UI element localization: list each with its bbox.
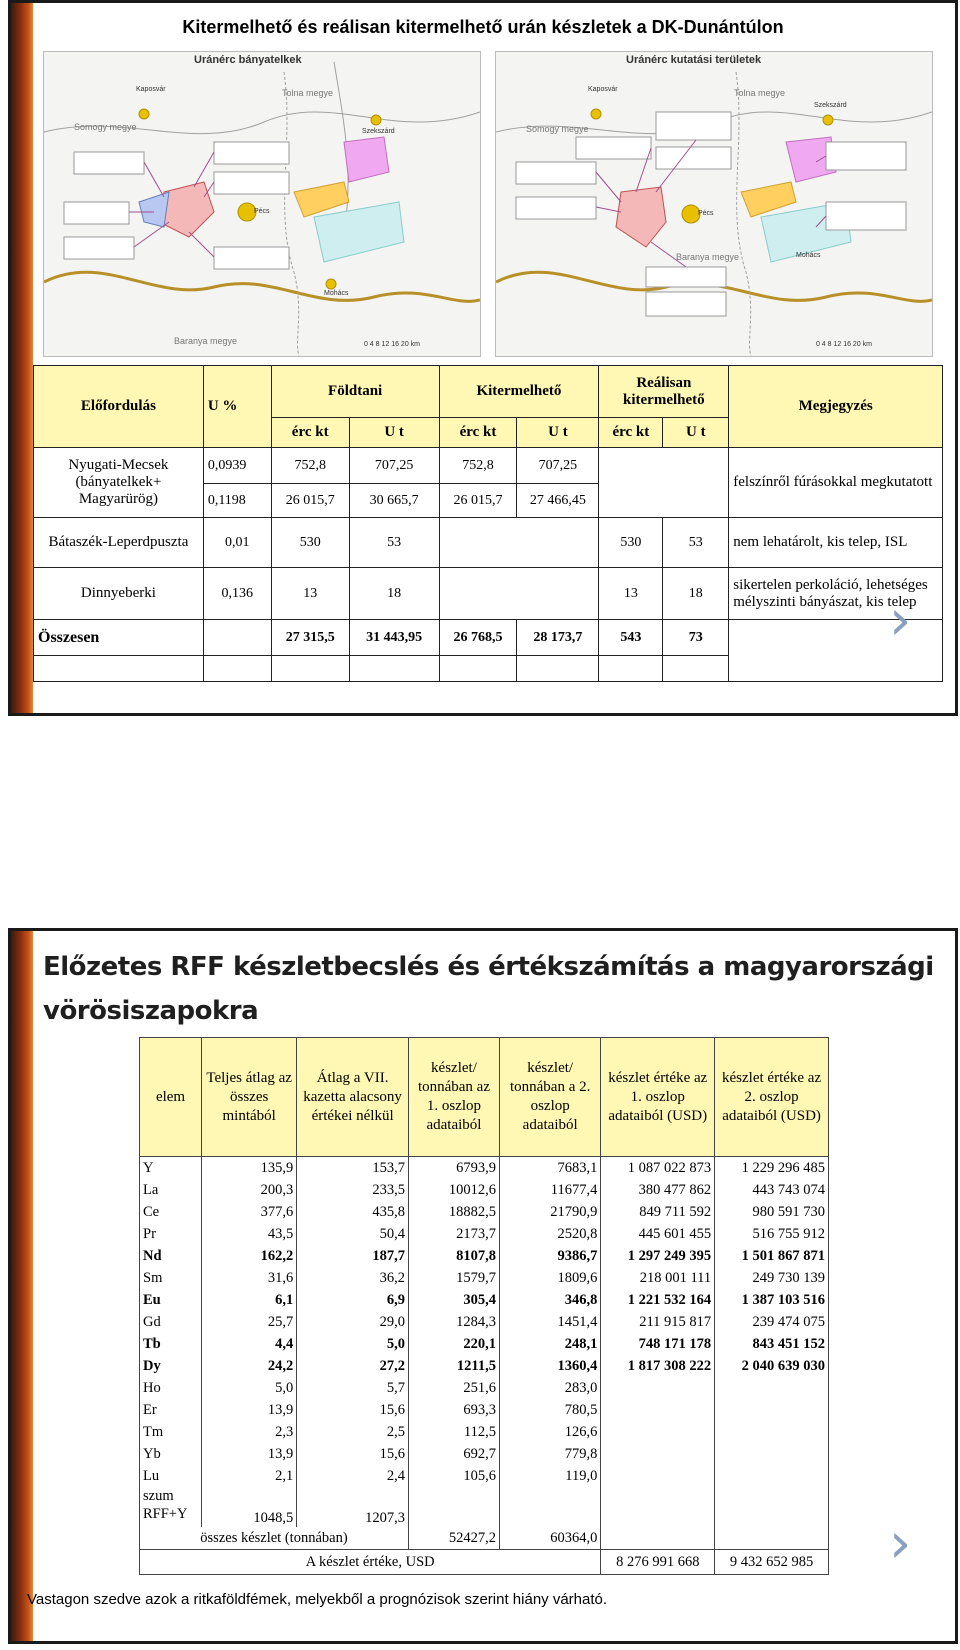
- empty-cell: [439, 656, 517, 682]
- cell-elem: Dy: [140, 1355, 202, 1377]
- cell: 153,7: [297, 1157, 409, 1180]
- col-header: készlet értéke az 2. oszlop adataiból (USD): [715, 1038, 829, 1157]
- map-label: Tolna megye: [734, 88, 786, 98]
- cell-elem: La: [140, 1179, 202, 1201]
- empty-cell: [601, 1527, 715, 1550]
- cell: 1284,3: [408, 1311, 499, 1333]
- header-elofordulas: Előfordulás: [34, 366, 204, 448]
- cell: 6,9: [297, 1289, 409, 1311]
- accent-bar: [11, 931, 33, 1641]
- empty-cell: [203, 620, 271, 656]
- cell-elem: Pr: [140, 1223, 202, 1245]
- cell: 13: [599, 568, 663, 620]
- cell: 843 451 152: [715, 1333, 829, 1355]
- cell: 707,25: [517, 448, 599, 484]
- cell: [715, 1399, 829, 1421]
- cell: 13,9: [202, 1399, 297, 1421]
- cell: 31,6: [202, 1267, 297, 1289]
- col-header: készlet értéke az 1. oszlop adataiból (USD): [601, 1038, 715, 1157]
- total-cell: 31 443,95: [349, 620, 439, 656]
- cell: 435,8: [297, 1201, 409, 1223]
- cell: 2,5: [297, 1421, 409, 1443]
- table-row: [140, 1245, 829, 1267]
- cell: 1211,5: [408, 1355, 499, 1377]
- cell: 251,6: [408, 1377, 499, 1399]
- cell: 1 501 867 871: [715, 1245, 829, 1267]
- cell-elem: Tm: [140, 1421, 202, 1443]
- cell: 233,5: [297, 1179, 409, 1201]
- col-header: készlet/ tonnában a 2. oszlop adataiból: [499, 1038, 600, 1157]
- slide-title: Kitermelhető és reálisan kitermelhető urán készletek a DK-Dunántúlon: [182, 17, 784, 37]
- table-row: [140, 1399, 829, 1421]
- cell: 18: [663, 568, 729, 620]
- table-row-ertek: [140, 1550, 829, 1575]
- note: felszínről fúrásokkal megkutatott: [729, 448, 943, 518]
- empty-cell: [715, 1527, 829, 1550]
- empty-cell: [439, 518, 599, 568]
- cell-label: A készlet értéke, USD: [140, 1550, 601, 1575]
- total-cell: 26 768,5: [439, 620, 517, 656]
- cell-label: összes készlet (tonnában): [140, 1527, 409, 1550]
- empty-cell: [601, 1487, 715, 1527]
- total-cell: 28 173,7: [517, 620, 599, 656]
- cell: 752,8: [271, 448, 349, 484]
- empty-cell: [203, 656, 271, 682]
- slide-rff: [8, 928, 958, 1644]
- cell: 779,8: [499, 1443, 600, 1465]
- cell: 5,0: [297, 1333, 409, 1355]
- cell: 1360,4: [499, 1355, 600, 1377]
- cell: 849 711 592: [601, 1201, 715, 1223]
- cell: 443 743 074: [715, 1179, 829, 1201]
- cell: 1 297 249 395: [601, 1245, 715, 1267]
- cell: 162,2: [202, 1245, 297, 1267]
- subheader: érc kt: [599, 418, 663, 448]
- cell: 24,2: [202, 1355, 297, 1377]
- cell: 15,6: [297, 1399, 409, 1421]
- table-row: [140, 1201, 829, 1223]
- row-name: Bátaszék-Leperdpuszta: [34, 518, 204, 568]
- cell: 18: [349, 568, 439, 620]
- cell: 0,01: [203, 518, 271, 568]
- cell: [601, 1377, 715, 1399]
- cell: 27 466,45: [517, 484, 599, 518]
- next-chevron-icon[interactable]: ›: [889, 1511, 912, 1576]
- cell: 26 015,7: [439, 484, 517, 518]
- cell: 2520,8: [499, 1223, 600, 1245]
- cell: 135,9: [202, 1157, 297, 1180]
- subheader: U t: [663, 418, 729, 448]
- cell: 1 221 532 164: [601, 1289, 715, 1311]
- map-label: Mohács: [324, 290, 349, 297]
- cell: 2,3: [202, 1421, 297, 1443]
- cell-elem: Tb: [140, 1333, 202, 1355]
- col-header: Átlag a VII. kazetta alacsony értékei nélkül: [297, 1038, 409, 1157]
- slide-uranium: [8, 0, 958, 716]
- table-row: [140, 1355, 829, 1377]
- empty-cell: [663, 656, 729, 682]
- map-label: Somogy megye: [526, 124, 589, 134]
- table-body: [140, 1157, 829, 1488]
- header-foldtani: Földtani: [271, 366, 439, 418]
- cell: 8107,8: [408, 1245, 499, 1267]
- row-name-total: Összesen: [34, 620, 204, 656]
- cell: 53: [349, 518, 439, 568]
- cell: 2,4: [297, 1465, 409, 1487]
- map-exploration-areas: [495, 51, 933, 357]
- cell: 18882,5: [408, 1201, 499, 1223]
- cell: [601, 1421, 715, 1443]
- cell-elem: Eu: [140, 1289, 202, 1311]
- cell: 530: [271, 518, 349, 568]
- cell: 692,7: [408, 1443, 499, 1465]
- cell: 27,2: [297, 1355, 409, 1377]
- cell: [601, 1465, 715, 1487]
- cell: 9 432 652 985: [715, 1550, 829, 1575]
- header-kitermelheto: Kitermelhető: [439, 366, 599, 418]
- cell: 1 229 296 485: [715, 1157, 829, 1180]
- total-cell: 73: [663, 620, 729, 656]
- cell: [601, 1399, 715, 1421]
- map-left-title: Uránérc bányatelkek: [194, 54, 302, 66]
- cell: 748 171 178: [601, 1333, 715, 1355]
- cell: [715, 1421, 829, 1443]
- row-name: Dinnyeberki: [34, 568, 204, 620]
- note: sikertelen perkoláció, lehetséges mélyszinti bányászat, kis telep: [729, 568, 943, 620]
- cell: 43,5: [202, 1223, 297, 1245]
- cell: [601, 1443, 715, 1465]
- cell-elem: Ho: [140, 1377, 202, 1399]
- cell: 112,5: [408, 1421, 499, 1443]
- map-right-title: Uránérc kutatási területek: [626, 54, 762, 66]
- map-graphic: [496, 52, 932, 356]
- map-label: Pécs: [254, 208, 270, 215]
- map-label: Mohács: [796, 252, 821, 259]
- row-name: Nyugati-Mecsek (bányatelkek+ Magyarürög): [34, 448, 204, 518]
- cell: 780,5: [499, 1399, 600, 1421]
- table-row: [140, 1223, 829, 1245]
- total-cell: 27 315,5: [271, 620, 349, 656]
- cell: 2 040 639 030: [715, 1355, 829, 1377]
- empty-cell: [599, 656, 663, 682]
- title-line: Előzetes RFF készletbecslés és értékszámítás a magyarországi: [43, 952, 934, 982]
- col-header: készlet/ tonnában az 1. oszlop adataiból: [408, 1038, 499, 1157]
- col-header: Teljes átlag az összes mintából: [202, 1038, 297, 1157]
- cell-elem: Y: [140, 1157, 202, 1180]
- cell: 5,7: [297, 1377, 409, 1399]
- map-label: Somogy megye: [74, 122, 137, 132]
- cell-elem: szum RFF+Y: [140, 1487, 202, 1527]
- cell: 980 591 730: [715, 1201, 829, 1223]
- cell: 346,8: [499, 1289, 600, 1311]
- table-row: [140, 1443, 829, 1465]
- table-row: [140, 1267, 829, 1289]
- cell-elem: Nd: [140, 1245, 202, 1267]
- header-realisan: Reálisan kitermelhető: [599, 366, 729, 418]
- map-mining-plots: [43, 51, 481, 357]
- cell: 0,0939: [203, 448, 271, 484]
- cell: 380 477 862: [601, 1179, 715, 1201]
- cell: 53: [663, 518, 729, 568]
- cell: 239 474 075: [715, 1311, 829, 1333]
- cell: 11677,4: [499, 1179, 600, 1201]
- title-line: vörösiszapokra: [43, 996, 259, 1026]
- cell-elem: Lu: [140, 1465, 202, 1487]
- empty-cell: [517, 656, 599, 682]
- cell: [715, 1377, 829, 1399]
- table-header: [140, 1038, 829, 1157]
- map-scale: 0 4 8 12 16 20 km: [363, 341, 420, 348]
- rff-table: [139, 1037, 829, 1575]
- map-label: Kaposvár: [588, 86, 618, 93]
- cell: 283,0: [499, 1377, 600, 1399]
- empty-cell: [599, 448, 729, 518]
- cell: 10012,6: [408, 1179, 499, 1201]
- subheader: U t: [349, 418, 439, 448]
- cell: 693,3: [408, 1399, 499, 1421]
- cell: 119,0: [499, 1465, 600, 1487]
- map-graphic: [44, 52, 480, 356]
- cell: 1 087 022 873: [601, 1157, 715, 1180]
- slide-title: [43, 945, 934, 1033]
- cell: 1579,7: [408, 1267, 499, 1289]
- cell: 0,1198: [203, 484, 271, 518]
- table-row: [140, 1289, 829, 1311]
- cell: 187,7: [297, 1245, 409, 1267]
- cell-elem: Gd: [140, 1311, 202, 1333]
- header-u-percent: U %: [203, 366, 271, 448]
- cell: 25,7: [202, 1311, 297, 1333]
- table-row: [140, 1157, 829, 1180]
- cell: 752,8: [439, 448, 517, 484]
- cell: 1 817 308 222: [601, 1355, 715, 1377]
- header-megjegyzes: Megjegyzés: [729, 366, 943, 448]
- cell: 200,3: [202, 1179, 297, 1201]
- cell: 6793,9: [408, 1157, 499, 1180]
- table-row: [140, 1333, 829, 1355]
- subheader: érc kt: [439, 418, 517, 448]
- cell: 249 730 139: [715, 1267, 829, 1289]
- cell: 126,6: [499, 1421, 600, 1443]
- cell: 516 755 912: [715, 1223, 829, 1245]
- cell: 707,25: [349, 448, 439, 484]
- accent-bar: [11, 3, 33, 713]
- cell: 445 601 455: [601, 1223, 715, 1245]
- map-label: Baranya megye: [676, 252, 740, 262]
- empty-cell: [499, 1487, 600, 1527]
- empty-cell: [349, 656, 439, 682]
- cell: [715, 1465, 829, 1487]
- col-header: elem: [140, 1038, 202, 1157]
- table-row: [140, 1421, 829, 1443]
- map-label: Szekszárd: [814, 102, 847, 109]
- cell: 36,2: [297, 1267, 409, 1289]
- cell: 30 665,7: [349, 484, 439, 518]
- cell: 220,1: [408, 1333, 499, 1355]
- table-row-szum: [140, 1487, 829, 1527]
- map-label: Kaposvár: [136, 86, 166, 93]
- map-scale: 0 4 8 12 16 20 km: [815, 341, 872, 348]
- table-row-osszes: [140, 1527, 829, 1550]
- cell: 105,6: [408, 1465, 499, 1487]
- cell: 2173,7: [408, 1223, 499, 1245]
- empty-cell: [408, 1487, 499, 1527]
- cell: 8 276 991 668: [601, 1550, 715, 1575]
- cell: 530: [599, 518, 663, 568]
- cell: 60364,0: [499, 1527, 600, 1550]
- cell: 377,6: [202, 1201, 297, 1223]
- cell: 13,9: [202, 1443, 297, 1465]
- cell-elem: Yb: [140, 1443, 202, 1465]
- table-row: [140, 1377, 829, 1399]
- cell: 305,4: [408, 1289, 499, 1311]
- cell: 6,1: [202, 1289, 297, 1311]
- cell: 1809,6: [499, 1267, 600, 1289]
- cell: 5,0: [202, 1377, 297, 1399]
- cell: 9386,7: [499, 1245, 600, 1267]
- map-label: Tolna megye: [282, 88, 334, 98]
- cell: 29,0: [297, 1311, 409, 1333]
- cell-elem: Er: [140, 1399, 202, 1421]
- cell: 1207,3: [297, 1487, 409, 1527]
- table-row: [140, 1465, 829, 1487]
- cell: 52427,2: [408, 1527, 499, 1550]
- cell: [715, 1443, 829, 1465]
- subheader: érc kt: [271, 418, 349, 448]
- cell: 7683,1: [499, 1157, 600, 1180]
- note: nem lehatárolt, kis telep, ISL: [729, 518, 943, 568]
- cell: 1451,4: [499, 1311, 600, 1333]
- table-row: [140, 1311, 829, 1333]
- cell: 50,4: [297, 1223, 409, 1245]
- empty-cell: [715, 1487, 829, 1527]
- cell: 0,136: [203, 568, 271, 620]
- next-chevron-icon[interactable]: ›: [889, 588, 912, 653]
- uranium-table: [33, 365, 943, 682]
- cell: 1048,5: [202, 1487, 297, 1527]
- empty-cell: [271, 656, 349, 682]
- cell-elem: Ce: [140, 1201, 202, 1223]
- cell: 211 915 817: [601, 1311, 715, 1333]
- cell-elem: Sm: [140, 1267, 202, 1289]
- cell: 21790,9: [499, 1201, 600, 1223]
- empty-cell: [439, 568, 599, 620]
- map-label: Pécs: [698, 210, 714, 217]
- cell: 248,1: [499, 1333, 600, 1355]
- cell: 15,6: [297, 1443, 409, 1465]
- empty-cell: [34, 656, 204, 682]
- map-label: Szekszárd: [362, 128, 395, 135]
- cell: 4,4: [202, 1333, 297, 1355]
- total-cell: 543: [599, 620, 663, 656]
- cell: 1 387 103 516: [715, 1289, 829, 1311]
- map-label: Baranya megye: [174, 336, 238, 346]
- cell: 26 015,7: [271, 484, 349, 518]
- footnote: Vastagon szedve azok a ritkaföldfémek, melyekből a prognózisok szerint hiány várható.: [27, 1591, 608, 1608]
- subheader: U t: [517, 418, 599, 448]
- table-row: [140, 1179, 829, 1201]
- cell: 218 001 111: [601, 1267, 715, 1289]
- cell: 2,1: [202, 1465, 297, 1487]
- cell: 13: [271, 568, 349, 620]
